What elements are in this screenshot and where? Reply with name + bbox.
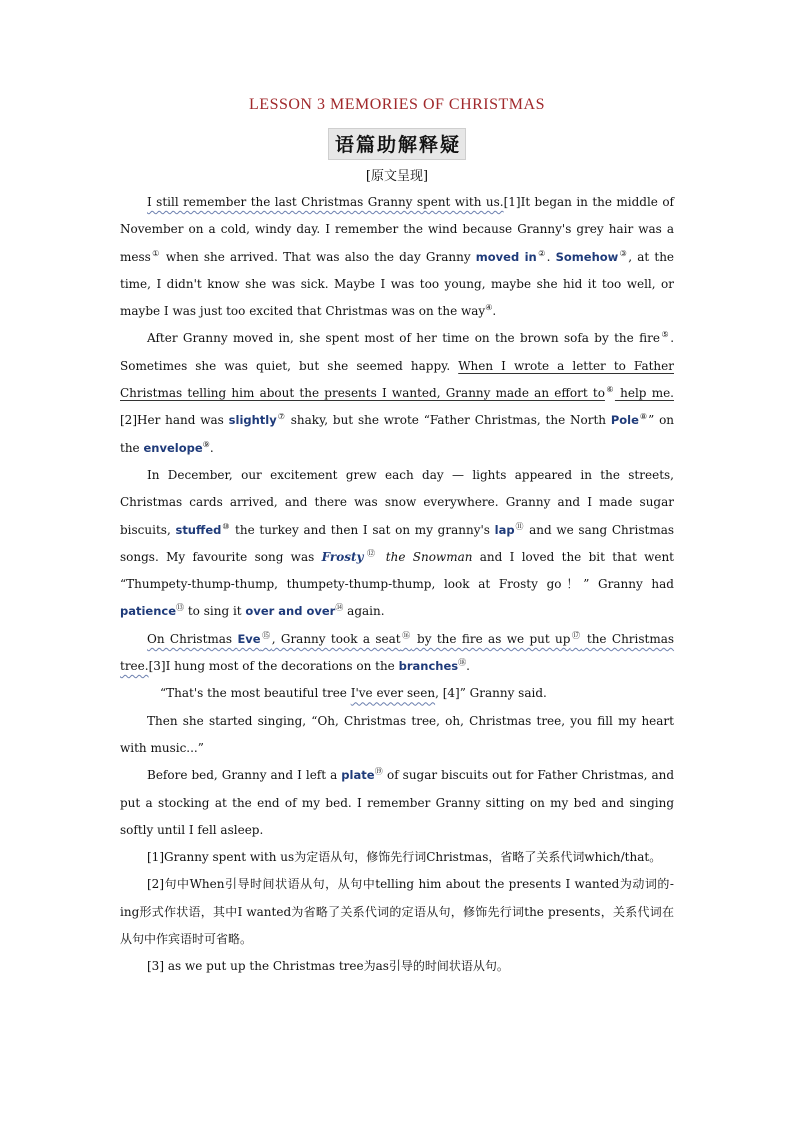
text-run: and I loved the bit that went “Thumpety-thump-thump, thumpety-thump-thump, look at Frosty go！” Granny had — [120, 549, 675, 592]
text-run: . — [466, 659, 470, 674]
section-heading-text: 语篇助解释疑 — [328, 128, 466, 160]
vocab-number: ⑲ — [374, 767, 383, 777]
vocab-number: ⑩ — [221, 521, 231, 531]
vocab-number: ⑱ — [458, 658, 467, 668]
vocab-word: slightly — [228, 413, 277, 428]
underlined-sentence: When I wrote a letter to Father Christmas telling him about the presents I wanted, Granny made an effort to — [120, 358, 674, 401]
vocab-word: plate — [341, 768, 375, 783]
paragraph-3 — [120, 462, 674, 626]
text-run: “That's the most beautiful tree — [160, 686, 351, 701]
paragraph-4 — [120, 626, 674, 681]
song-title: the Snowman — [378, 549, 473, 564]
article-body — [120, 189, 674, 981]
note-ref: [2] — [120, 413, 137, 428]
note-ref: [1] — [503, 195, 521, 209]
text-run: shaky, but she wrote “Father Christmas, the North — [285, 413, 611, 428]
text-run: On Christmas — [147, 631, 238, 646]
vocab-number: ⑫ — [363, 548, 379, 558]
vocab-number: ⑰ — [570, 630, 582, 640]
vocab-word: lap — [494, 522, 515, 537]
text-run: the Christmas tree. — [120, 631, 675, 674]
text-run: , at the time, I didn't know she was sick. Maybe I was too young, maybe she hid it too well, or maybe I was just too excited that Christmas was on the way — [120, 249, 675, 319]
vocab-word: Eve — [237, 631, 261, 646]
underlined-sentence: help me. — [614, 386, 674, 401]
vocab-number: ⑦ — [276, 412, 286, 422]
text-run: After Granny moved in, she spent most of her time on the brown sofa by the fire — [147, 331, 660, 346]
text-run: It began in the middle of November on a cold, windy day. I remember the wind because Granny's grey hair was a mess — [120, 195, 674, 264]
paragraph-1 — [120, 189, 674, 325]
vocab-number: ⑤ — [659, 330, 671, 340]
vocab-number: ② — [536, 248, 547, 258]
vocab-word: Frosty — [321, 549, 364, 564]
note-ref: [3] — [148, 659, 166, 674]
vocab-word: patience — [120, 604, 177, 619]
text-run: , Granny took a seat — [271, 631, 401, 646]
text-run: In December, our excitement grew each day — lights appeared in the streets, Christmas cards arrived, and there was snow everywhere. Granny and I made sugar biscuits, — [120, 467, 674, 537]
text-run: I hung most of the decorations on the — [165, 659, 399, 674]
text-run: Her hand was — [137, 413, 229, 428]
text-run: . Sometimes she was quiet, but she seemed happy. — [120, 331, 675, 373]
text-run: , [4]” Granny said. — [435, 686, 547, 701]
vocab-number: ⑭ — [335, 603, 344, 613]
vocab-word: Somehow — [555, 249, 619, 264]
note-2: [2]句中When引导时间状语从句，从句中telling him about the presents I wanted为动词的-ing形式作状语，其中I wanted为省略了关系代词的定语从句，修饰先行词the presents，关系代词在从句中作宾语时可省略。 — [120, 877, 674, 947]
paragraph-5 — [120, 680, 674, 707]
vocab-number: ⑨ — [202, 439, 210, 449]
note-3: [3] as we put up the Christmas tree为as引导的时间状语从句。 — [147, 959, 509, 974]
text-run: . — [492, 304, 497, 319]
vocab-number: ① — [150, 248, 161, 258]
text-run: again. — [343, 604, 385, 619]
section-heading — [0, 128, 794, 160]
vocab-word: over and over — [245, 604, 336, 619]
vocab-number: ⑮ — [260, 630, 272, 640]
vocab-word: branches — [398, 659, 459, 674]
text-run: by the fire as we put up — [411, 631, 571, 646]
original-text-label: [原文呈现] — [365, 169, 429, 184]
vocab-number: ⑧ — [638, 412, 649, 422]
highlighted-sentence: I still remember the last Christmas Granny spent with us. — [147, 195, 504, 209]
note-1: [1]Granny spent with us为定语从句，修饰先行词Christmas，省略了关系代词which/that。 — [147, 850, 662, 865]
vocab-number: ⑬ — [176, 603, 185, 613]
text-run: to sing it — [184, 604, 246, 619]
vocab-number: ⑥ — [604, 385, 615, 395]
highlighted-phrase: I've ever seen — [350, 686, 436, 701]
lesson-title: LESSON 3 MEMORIES OF CHRISTMAS — [249, 96, 545, 113]
text-run: when she arrived. That was also the day Granny — [160, 249, 476, 264]
text-run: of sugar biscuits out for Father Christmas, and put a stocking at the end of my bed. I remember Granny sitting on my bed and singing softly until I fell asleep. — [120, 768, 675, 837]
vocab-number: ⑯ — [400, 630, 412, 640]
text-run: Before bed, Granny and I left a — [147, 768, 342, 783]
text-run: the turkey and then I sat on my granny's — [230, 522, 495, 537]
paragraph-2 — [120, 325, 674, 461]
paragraph-7 — [120, 762, 674, 844]
text-run: . — [209, 440, 214, 455]
vocab-word: envelope — [143, 440, 203, 455]
vocab-word: moved in — [475, 249, 537, 264]
vocab-number: ④ — [485, 303, 493, 313]
vocab-word: stuffed — [175, 522, 222, 537]
text-run: . — [546, 249, 556, 264]
text-run: Then she started singing, “Oh, Christmas tree, oh, Christmas tree, you fill my heart with music...” — [120, 713, 674, 755]
text-run: and we sang Christmas songs. My favourite song was — [120, 522, 675, 564]
vocab-number: ③ — [618, 248, 629, 258]
vocab-word: Pole — [610, 413, 639, 428]
text-run: ” on the — [120, 413, 675, 455]
vocab-number: ⑪ — [514, 521, 525, 531]
paragraph-6 — [120, 708, 674, 763]
